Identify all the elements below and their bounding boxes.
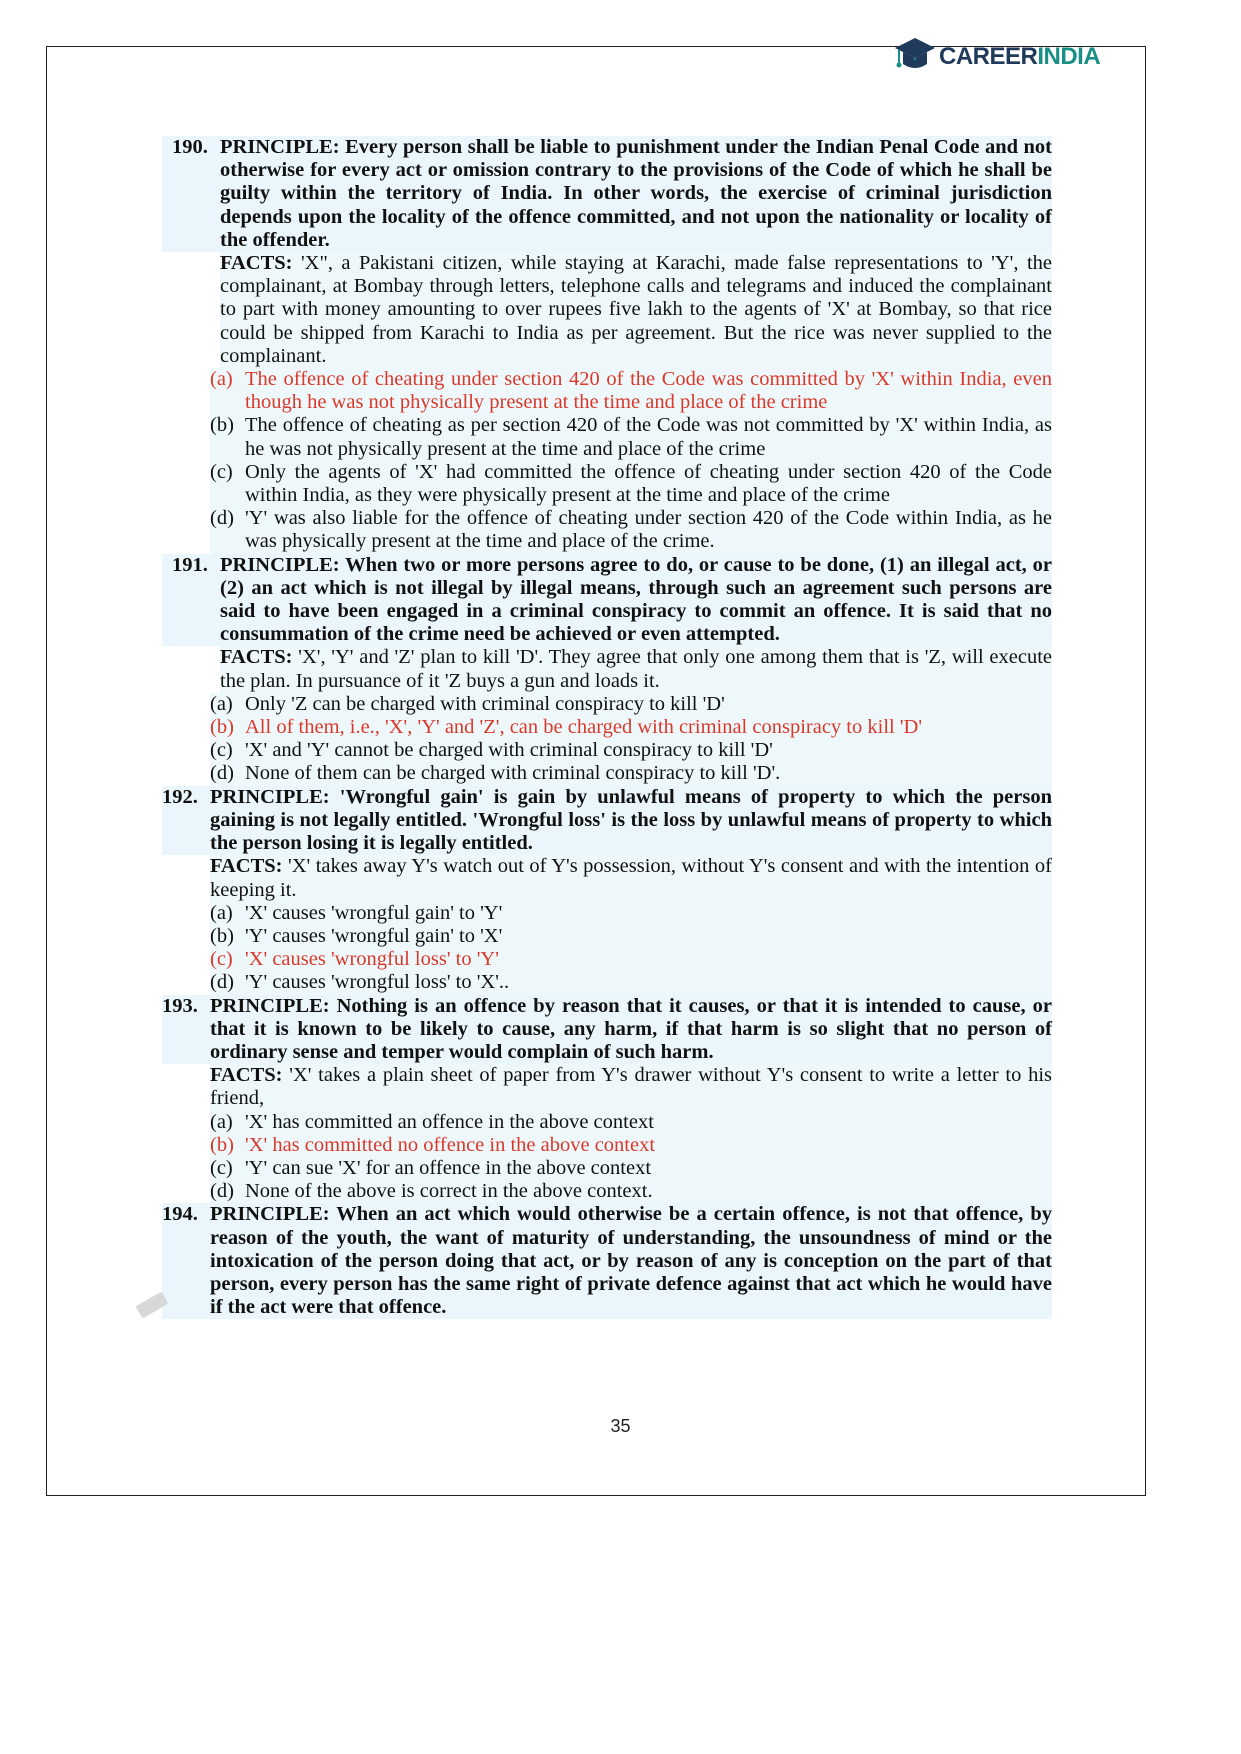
option-c <box>210 739 1052 762</box>
question-principle: PRINCIPLE: 'Wrongful gain' is gain by unlawful means of property to which the person gaining is not legally entitled. 'Wrongful loss' is the loss by unlawful means of property to which the person losing it is legally entitled. <box>162 786 1052 856</box>
option-text: 'Y' causes 'wrongful gain' to 'X' <box>245 924 503 947</box>
facts-text: 'X' takes away Y's watch out of Y's possession, without Y's consent and with the intention of keeping it. <box>210 855 1052 901</box>
option-d <box>210 762 1052 785</box>
question-principle: PRINCIPLE: Every person shall be liable to punishment under the Indian Penal Code and not otherwise for every act or omission contrary to the provisions of the Code of which he shall be guilty within the territory of India. In other words, the exercise of criminal jurisdiction depends upon the locality of the offence committed, and not upon the nationality or locality of the offender. <box>162 136 1052 252</box>
option-label: (a) <box>210 1110 233 1133</box>
facts-label: FACTS: <box>220 252 293 275</box>
option-c <box>210 461 1052 507</box>
option-text: Only 'Z can be charged with criminal conspiracy to kill 'D' <box>245 692 725 715</box>
option-label: (b) <box>210 716 234 739</box>
questions-content <box>162 136 1052 1319</box>
option-label: (d) <box>210 1180 234 1203</box>
question-number: 192. <box>162 785 198 808</box>
option-label: (a) <box>210 368 233 391</box>
option-text: Only the agents of 'X' had committed the offence of cheating under section 420 of the Code within India, as they were physically present at the time and place of the crime <box>245 460 1052 507</box>
option-label: (b) <box>210 414 234 437</box>
option-text: 'X' has committed no offence in the above context <box>245 1133 656 1156</box>
option-a <box>210 1111 1052 1134</box>
option-label: (a) <box>210 901 233 924</box>
question-191 <box>162 554 1052 786</box>
facts-text: 'X' takes a plain sheet of paper from Y's drawer without Y's consent to write a letter to his friend, <box>210 1064 1053 1110</box>
question-number: 193. <box>162 994 198 1017</box>
careerindia-logo <box>893 30 1100 84</box>
question-number: 190. <box>172 136 208 158</box>
question-number: 194. <box>162 1203 198 1226</box>
option-a <box>210 368 1052 414</box>
question-principle: PRINCIPLE: When an act which would otherwise be a certain offence, is not that offence, by reason of the youth, the want of maturity of understanding, the unsoundness of mind or the intoxication of the person doing that act, or by reason of any is conception on the part of that person, every person has the same right of private defence against that act which he would have if the act were that offence. <box>162 1203 1052 1319</box>
option-text: None of them can be charged with criminal conspiracy to kill 'D'. <box>245 762 781 785</box>
option-a <box>210 902 1052 925</box>
question-principle: PRINCIPLE: When two or more persons agree to do, or cause to be done, (1) an illegal act, or (2) an act which is not illegal by illegal means, through such an agreement such persons are said to have been engaged in a criminal conspiracy to commit an offence. It is said that no consummation of the crime need be achieved or even attempted. <box>162 554 1052 647</box>
option-text: 'Y' can sue 'X' for an offence in the above context <box>245 1156 652 1179</box>
question-facts <box>220 646 1052 692</box>
option-a <box>210 693 1052 716</box>
option-label: (b) <box>210 1133 234 1156</box>
facts-label: FACTS: <box>220 646 293 669</box>
option-d <box>210 507 1052 553</box>
option-text: 'X' and 'Y' cannot be charged with criminal conspiracy to kill 'D' <box>245 739 773 762</box>
logo-career-text: CAREER <box>939 43 1038 70</box>
option-label: (d) <box>210 971 234 994</box>
option-b <box>210 1134 1052 1157</box>
question-194 <box>162 1203 1052 1319</box>
option-b <box>210 414 1052 460</box>
question-facts <box>210 1064 1052 1110</box>
question-number: 191. <box>172 553 208 576</box>
option-d <box>210 971 1052 994</box>
option-text: The offence of cheating as per section 420 of the Code was not committed by 'X' within India, as he was not physically present at the time and place of the crime <box>245 414 1052 460</box>
graduation-cap-icon <box>893 34 937 80</box>
facts-text: 'X', 'Y' and 'Z' plan to kill 'D'. They agree that only one among them that is 'Z, will execute the plan. In pursuance of it 'Z buys a gun and loads it. <box>220 646 1052 692</box>
option-label: (d) <box>210 507 234 530</box>
option-text: 'Y' causes 'wrongful loss' to 'X'.. <box>245 971 510 994</box>
option-label: (c) <box>210 948 233 971</box>
option-text: 'X' has committed an offence in the above context <box>245 1110 654 1133</box>
facts-label: FACTS: <box>210 855 283 878</box>
option-c <box>210 1157 1052 1180</box>
facts-text: 'X", a Pakistani citizen, while staying at Karachi, made false representations to 'Y', the complainant, at Bombay through letters, telephone calls and telegrams and induced the complainant to part with money amounting to over rupees five lakh to the agents of 'X' at Bombay, so that rice could be shipped from Karachi to India as per agreement. But the rice was never supplied to the complainant. <box>220 252 1053 367</box>
option-text: 'X' causes 'wrongful gain' to 'Y' <box>245 901 503 924</box>
option-d <box>210 1180 1052 1203</box>
option-label: (c) <box>210 460 233 483</box>
option-c <box>210 948 1052 971</box>
option-text: 'Y' was also liable for the offence of cheating under section 420 of the Code within India, as he was physically present at the time and place of the crime. <box>245 507 1052 553</box>
question-190 <box>162 136 1052 554</box>
option-label: (b) <box>210 924 234 947</box>
option-b <box>210 716 1052 739</box>
option-text: The offence of cheating under section 420 of the Code was committed by 'X' within India, even though he was not physically present at the time and place of the crime <box>245 368 1052 414</box>
question-facts <box>220 252 1052 368</box>
question-192 <box>162 786 1052 995</box>
option-b <box>210 925 1052 948</box>
question-facts <box>210 855 1052 901</box>
option-label: (c) <box>210 1156 233 1179</box>
option-text: All of them, i.e., 'X', 'Y' and 'Z', can be charged with criminal conspiracy to kill 'D' <box>245 716 923 739</box>
option-text: 'X' causes 'wrongful loss' to 'Y' <box>245 948 499 971</box>
page-number: 35 <box>610 1416 631 1436</box>
option-label: (a) <box>210 692 233 715</box>
question-193 <box>162 995 1052 1204</box>
option-text: None of the above is correct in the above context. <box>245 1180 653 1203</box>
option-label: (d) <box>210 762 234 785</box>
logo-india-text: INDIA <box>1037 43 1101 70</box>
facts-label: FACTS: <box>210 1064 283 1087</box>
question-principle: PRINCIPLE: Nothing is an offence by reason that it causes, or that it is intended to cause, or that it is known to be likely to cause, any harm, if that harm is so slight that no person of ordinary sense and temper would complain of such harm. <box>162 995 1052 1065</box>
option-label: (c) <box>210 739 233 762</box>
